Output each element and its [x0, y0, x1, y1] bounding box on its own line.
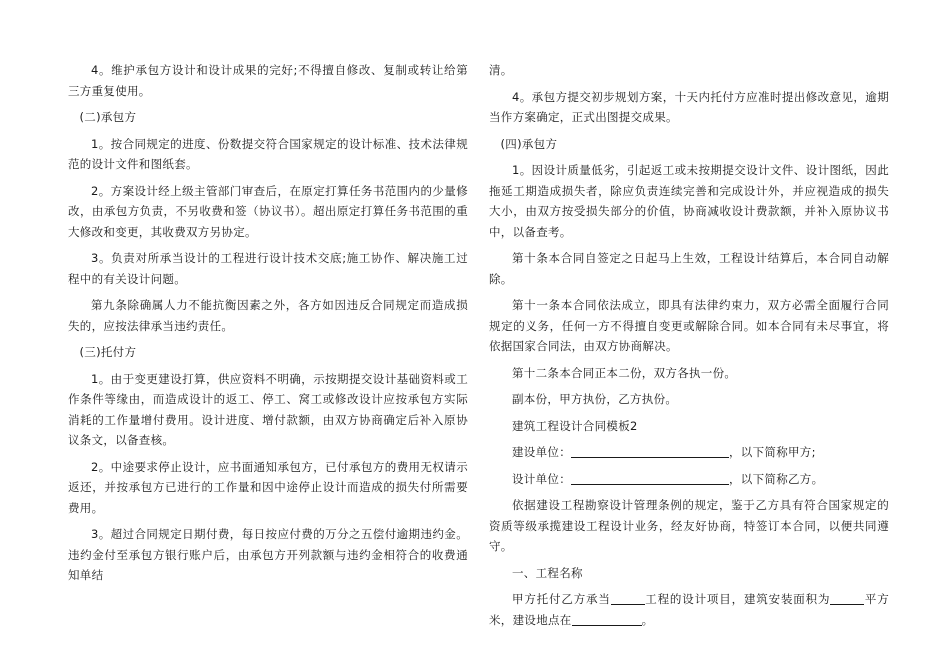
template-title: 建筑工程设计合同模板2: [512, 418, 638, 433]
right-column: [489, 60, 889, 636]
section-one-heading: 一、工程名称: [512, 565, 583, 580]
continuation-text: 清。: [489, 63, 513, 77]
builder-unit-suffix: ，以下简称甲方;: [729, 445, 816, 459]
left-paragraph-l1: 4。维护承包方设计和设计成果的完好;不得擅自修改、复制或转让给第三方重复使用。: [68, 63, 468, 98]
article-11-text: 第十一条本合同依法成立，即具有法律约束力，双方必需全面履行合同规定的义务，任何一方不得擅自变更或解除合同。如本合同有未尽事宜，将依据国家合同法，由双方协商解决。: [489, 298, 889, 353]
site-end: 。: [641, 612, 654, 627]
clause-1-quality-text: 1。因设计质量低劣，引起返工或未按期提交设计文件、设计图纸，因此拖延工期造成损失者，除应负责连续完善和完成设计外，并应视造成的损失大小，由双方按受损失部分的价值，协商减收设计费款额，并补入原协议书中，以备查考。: [489, 163, 889, 239]
left-paragraph-l8: 1。由于变更建设打算，供应资料不明确，示按期提交设计基础资料或工作条件等缘由，而造成设计的返工、停工、窝工或修改设计应按承包方实际消耗的工作量增付费用。设计进度、增付款额，由双方协商确定后补入原协议条文，以备查核。: [68, 371, 468, 447]
left-paragraph-l6: 第九条除确属人力不能抗衡因素之外，各方如因违反合同规定而造成损失的，应按法律承当违约责任。: [68, 298, 468, 333]
left-paragraph-l5: 3。负责对所承当设计的工程进行设计技术交底;施工协作、解决施工过程中的有关设计问题。: [68, 251, 468, 286]
left-paragraph-l2: (二)承包方: [79, 110, 137, 124]
designer-unit-suffix: ，以下简称乙方。: [729, 471, 824, 486]
article-12-text: 第十二条本合同正本二份，双方各执一份。: [512, 365, 737, 380]
project-name-blank[interactable]: [611, 590, 645, 605]
project-line: [489, 589, 889, 630]
designer-unit-line: [489, 469, 889, 490]
left-paragraph-l7: (三)托付方: [79, 345, 137, 359]
project-text-a: 甲方托付乙方承当: [512, 592, 611, 606]
left-paragraph-l4: 2。方案设计经上级主管部门审查后，在原定打算任务书范围内的少量修改，由承包方负责，不另收费和签（协议书）。超出原定打算任务书范围的重大修改和变更，其收费双方另协定。: [68, 183, 468, 239]
preamble-text: 依据建设工程勘察设计管理条例的规定，鉴于乙方具有符合国家规定的资质等级承揽建设工程设计业务，经友好协商，特签订本合同，以便共同遵守。: [489, 498, 889, 553]
site-blank[interactable]: [572, 611, 642, 626]
builder-unit-line: [489, 442, 889, 463]
clause-4-proposal-text: 4。承包方提交初步规划方案，十天内托付方应准时提出修改意见，逾期当作方案确定，正式出图提交成果。: [489, 89, 889, 124]
left-paragraph-l10: 3。超过合同规定日期付费，每日按应付费的万分之五偿付逾期违约金。违约金付至承包方银行账户后，由承包方开列款额与违约金相符合的收费通知单结: [68, 527, 468, 582]
builder-unit-label: 建设单位：: [512, 445, 571, 459]
builder-unit-blank[interactable]: [571, 443, 729, 458]
section-contractor-heading: (四)承包方: [500, 136, 558, 151]
designer-unit-blank[interactable]: [571, 470, 729, 485]
site-label: 建设地点在: [512, 612, 572, 627]
area-blank[interactable]: [830, 590, 864, 605]
designer-unit-label: 设计单位：: [512, 471, 571, 486]
copies-text: 副本份，甲方执份，乙方执份。: [512, 392, 678, 406]
project-text-b: 工程的设计项目，建筑安装面积为: [644, 592, 831, 606]
left-column: [68, 60, 468, 592]
article-10-text: 第十条本合同自签定之日起马上生效，工程设计结算后，本合同自动解除。: [489, 251, 889, 286]
project-text-c: 平方米，: [489, 592, 889, 627]
left-paragraph-l3: 1。按合同规定的进度、份数提交符合国家规定的设计标准、技术法律规范的设计文件和图纸套。: [68, 136, 468, 171]
left-paragraph-l9: 2。中途要求停止设计，应书面通知承包方，已付承包方的费用无权请示返还，并按承包方已进行的工作量和因中途停止设计而造成的损失付所需要费用。: [68, 459, 468, 515]
